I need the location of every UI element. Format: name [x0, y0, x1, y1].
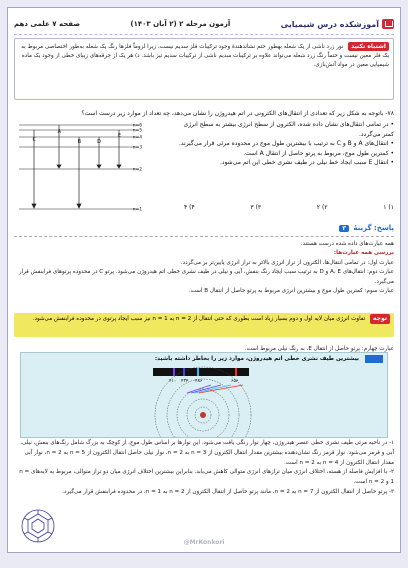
explanation-p6: عبارت چهارم: پرتو حاصل از انتقال E، به رنگ نیلی مربوط است. — [244, 345, 394, 352]
option-4[interactable]: ۴) ۴ — [184, 204, 195, 211]
explanation-p2: بررسی همه عبارت‌ها: — [333, 250, 394, 257]
conclusion-2: ۲- با افزایش فاصله از هسته، اختلاف انرژی میان ترازهای انرژی متوالی کاهش می‌یابد. بنابراین بیشترین اختلاف انرژی میان دو تراز متوالی، مربوط به لایه‌های n = 1 و n = 2 است. — [19, 469, 394, 486]
warning-text: نور زرد ناشی از یک شعله بهطور حتم نشاندهندهٔ وجود ترکیبات فلز سدیم نیست، زیرا لزوماً فلزها رنگ یک شعله به‌طور اختصاصی مربوط به یک فلز معین نیست و حتماً رنگ زرد شعله می‌تواند علاوه بر ترکیبات سدیم ناشی از ترکیبات سدیم تیز باشد. د) هر یک از جرقه‌های زیبای خطی از وجود یک ماده شیمیایی معین در مواد آتش‌بازی. — [21, 44, 389, 68]
explanation-p1: همه عبارت‌های داده شده درست هستند. — [300, 241, 394, 247]
option-3[interactable]: ۳) ۳ — [250, 204, 262, 211]
label-n6: n=6 — [132, 123, 142, 129]
figure-title: بیشترین طیف نشری خطی اتم هیدروژن، موارد زیر را بخاطر داشته باشید: — [154, 356, 359, 362]
tip-text: تفاوت انرژی میان لایه اول و دوم بسیار زیاد است بطوری که حتی انتقال از n = 2 به n = 1 نیز سبب ایجاد پرتوی در محدوده فرابنفش می‌شود. — [32, 316, 366, 322]
lambda-label: ۶۵۶ — [231, 379, 239, 384]
book-icon — [382, 19, 394, 29]
lambda-label: ۴۱۰ — [169, 379, 177, 384]
tip-tag: توجه — [370, 314, 390, 324]
answer-options — [184, 204, 394, 211]
warning-tag: اشتباه نکنید — [348, 42, 389, 51]
answer-bar — [14, 222, 394, 237]
label-transition-b: B — [77, 139, 81, 145]
page-info: صفحه ۷ علمی دهم — [14, 20, 81, 28]
option-1[interactable]: ۱) ۱ — [383, 204, 394, 211]
question-item: • انتقال‌های A و B و C به ترتیب با بیشترین طول موج در محدوده مرئی قرار می‌گیرند. — [178, 140, 394, 148]
question-items — [172, 120, 394, 168]
explanation-p4: عبارت دوم: انتقال‌های A، E و D به ترتیب سبب ایجاد رنگ بنفش، آبی و نیلی در طیف نشری خطی اتم هیدروژن می‌شود. پرتو C در محدوده پرتوهای فرابنفش قرار می‌گیرد. — [18, 269, 394, 285]
label-transition-d: D — [97, 139, 101, 145]
question-intro: ۷۸- باتوجه به شکل زیر که تعدادی از انتقال‌های الکترونی در اتم هیدروژن را نشان می‌دهد، چه تعداد از موارد زیر درست است؟ — [81, 110, 394, 117]
warning-box — [14, 38, 394, 100]
tip-box — [14, 313, 394, 337]
label-n4: n=4 — [132, 135, 142, 141]
label-n5: n=5 — [132, 128, 142, 134]
lambda-label: ۴۸۶ — [195, 379, 203, 384]
explanation-p5: عبارت سوم: کمترین طول موج و بیشترین انرژی مربوط به پرتو حاصل از انتقال B است. — [189, 288, 394, 295]
answer-line — [339, 224, 394, 232]
explanation-p3: عبارت اول: در تمامی انتقال‌ها، الکترون از تراز انرژی بالاتر به تراز انرژی پایین‌تر بر می‌گردد. — [180, 259, 394, 266]
question-item: • انتقال E سبب ایجاد خط نیلی در طیف نشری خطی این اتم می‌شود. — [219, 159, 394, 167]
label-n2: n=2 — [132, 167, 142, 173]
question-text: باتوجه به شکل زیر که تعدادی از انتقال‌های الکترونی در اتم هیدروژن را نشان می‌دهد، چه تعداد از موارد زیر درست است؟ — [81, 110, 384, 117]
footer-watermark: @MrKonkori — [183, 539, 225, 546]
conclusion-3: ۳- پرتو حاصل از انتقال الکترون از n = 7 به n = 2، مانند پرتو حاصل از انتقال الکترون از n = 2 به n = 1، در محدوده فرابنفش قرار می‌گیرد. — [62, 488, 394, 495]
document-page — [7, 7, 401, 553]
energy-level-diagram — [14, 117, 164, 217]
label-n1: n=1 — [132, 207, 142, 213]
atom-diagram — [21, 353, 388, 437]
conclusion-1: ۱- در ناحیه مرئی طیف نشری خطی عنصر هیدروژن، چهار نوار رنگی یافت می‌شود. این نوارها بر اساس طول موج، از کوچک به بزرگ شامل رنگ‌های بنفش، نیلی، آبی و قرمز می‌شود. نوار قرمز رنگ نشان‌دهنده بیشترین مقدار انتقال الکترون از n = 3 به n = 2، نوار نیلی حاصل انتقال الکترون از n = 5 به n = 2، نوار آبی مقدار انتقال الکترون از n = 4 به n = 2 است. — [20, 440, 394, 466]
brand-name: آموزشکده درس شیمیایی — [280, 19, 379, 29]
answer-label: پاسخ: گزینهٔ — [353, 224, 394, 232]
label-n3: n=3 — [132, 145, 142, 151]
option-2[interactable]: ۲) ۲ — [316, 204, 328, 211]
nucleus-icon — [200, 412, 206, 418]
spectrum-figure — [20, 352, 388, 438]
brand-logo — [281, 19, 394, 29]
exam-title: آزمون مرحله ۲ (۲ آبان ۱۴۰۳) — [130, 20, 231, 28]
label-transition-c: C — [32, 137, 36, 143]
question-item: • در تمامی انتقال‌های نشان داده شده، الکترون از سطح انرژی بیشتر به سطح انرژی کمتر می‌گردد. — [183, 121, 394, 138]
explanation — [14, 240, 394, 296]
label-transition-e: E — [117, 133, 121, 139]
page-header — [14, 14, 394, 35]
label-transition-a: A — [57, 129, 61, 135]
lambda-label: ۴۳۴ — [181, 379, 189, 384]
answer-option-badge: ۳ — [339, 225, 349, 232]
question-item: • کمترین طول موج، مربوط به پرتو حاصل از انتقال A است. — [243, 149, 394, 157]
question-number: ۷۸ — [387, 110, 394, 117]
conclusions — [14, 439, 394, 498]
